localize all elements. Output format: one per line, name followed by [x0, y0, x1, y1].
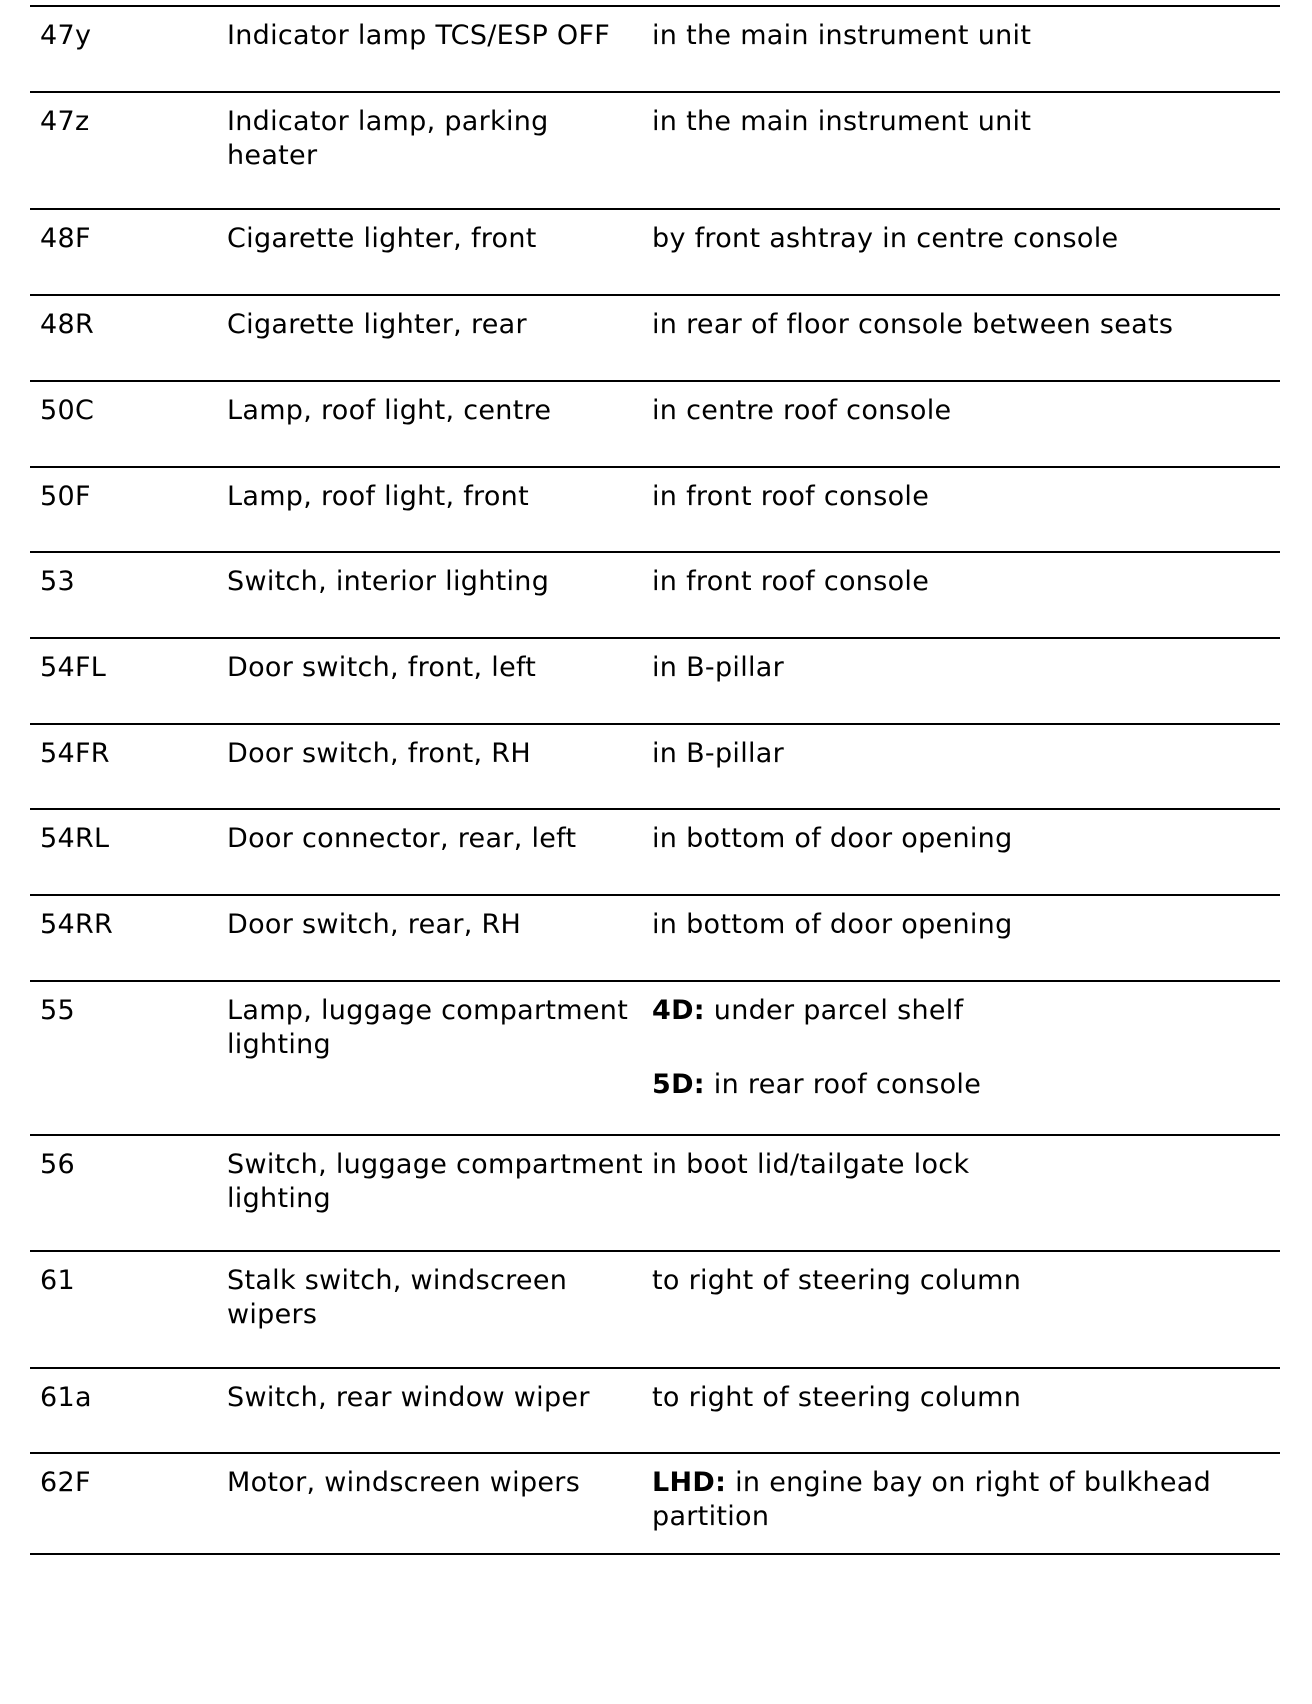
location-text: in the main instrument unit [652, 106, 1032, 137]
location-text: in rear of floor console between seats [652, 309, 1174, 340]
component-location [652, 105, 1272, 139]
component-location [652, 480, 1272, 514]
component-code: 48F [40, 223, 91, 254]
component-name: Cigarette lighter, rear [227, 309, 527, 340]
component-code: 56 [40, 1149, 75, 1180]
component-code: 54FL [40, 652, 107, 683]
table-row [30, 810, 1280, 896]
table-row [30, 725, 1280, 810]
component-name: Door switch, front, left [227, 652, 537, 683]
location-text: in front roof console [652, 566, 930, 597]
component-location [652, 908, 1272, 942]
component-name: Indicator lamp TCS/ESP OFF [227, 20, 611, 51]
location-prefix: 5D: [652, 1069, 705, 1100]
component-code: 47z [40, 106, 90, 137]
component-name: Door switch, rear, RH [227, 909, 522, 940]
component-code: 47y [40, 20, 92, 51]
location-text: in B-pillar [652, 738, 785, 769]
table-row [30, 296, 1280, 382]
component-location [652, 737, 1272, 771]
table-row [30, 93, 1280, 210]
table-row [30, 982, 1280, 1136]
table-row [30, 1252, 1280, 1369]
location-text: in front roof console [652, 481, 930, 512]
location-text: to right of steering column [652, 1265, 1022, 1296]
location-prefix: LHD: [652, 1467, 727, 1498]
component-code: 62F [40, 1467, 91, 1498]
component-location [652, 1381, 1272, 1415]
component-location [652, 1466, 1272, 1534]
component-code: 54RR [40, 909, 114, 940]
location-text: LHD: in engine bay on right of bulkhead partition [652, 1467, 1212, 1532]
location-text: in the main instrument unit [652, 20, 1032, 51]
location-text: to right of steering column [652, 1382, 1022, 1413]
location-text: 5D: in rear roof console [652, 1069, 982, 1100]
component-name: Indicator lamp, parking heater [227, 106, 549, 171]
table-row [30, 896, 1280, 982]
location-text: in bottom of door opening [652, 909, 1013, 940]
component-name: Lamp, luggage compartment lighting [227, 995, 629, 1060]
table-row [30, 1454, 1280, 1555]
component-code: 61a [40, 1382, 92, 1413]
location-prefix: 4D: [652, 995, 705, 1026]
component-name: Switch, rear window wiper [227, 1382, 590, 1413]
location-text: in bottom of door opening [652, 823, 1013, 854]
table-row [30, 1369, 1280, 1454]
component-name: Cigarette lighter, front [227, 223, 537, 254]
component-code: 48R [40, 309, 95, 340]
table-row [30, 468, 1280, 553]
component-name: Switch, luggage compartment lighting [227, 1149, 643, 1214]
table-row [30, 382, 1280, 468]
component-code: 50C [40, 395, 95, 426]
component-code: 50F [40, 481, 91, 512]
component-location-table [30, 5, 1280, 1555]
component-code: 53 [40, 566, 75, 597]
table-row [30, 7, 1280, 93]
component-code: 61 [40, 1265, 75, 1296]
location-text: in B-pillar [652, 652, 785, 683]
component-location [652, 308, 1272, 342]
component-name: Motor, windscreen wipers [227, 1467, 581, 1498]
component-code: 55 [40, 995, 75, 1026]
component-location [652, 822, 1272, 856]
component-name: Switch, interior lighting [227, 566, 550, 597]
component-location [652, 394, 1272, 428]
location-text: by front ashtray in centre console [652, 223, 1119, 254]
component-name: Lamp, roof light, centre [227, 395, 552, 426]
component-location [652, 222, 1272, 256]
table-row [30, 639, 1280, 725]
component-code: 54FR [40, 738, 110, 769]
component-location [652, 1264, 1272, 1298]
component-location [652, 651, 1272, 685]
location-text: 4D: under parcel shelf [652, 995, 964, 1026]
component-name: Door switch, front, RH [227, 738, 531, 769]
component-location [652, 565, 1272, 599]
component-name: Stalk switch, windscreen wipers [227, 1265, 568, 1330]
table-row [30, 1136, 1280, 1252]
component-name: Lamp, roof light, front [227, 481, 529, 512]
component-location [652, 19, 1272, 53]
location-text: in boot lid/tailgate lock [652, 1149, 970, 1180]
component-code: 54RL [40, 823, 110, 854]
table-row [30, 210, 1280, 296]
component-location [652, 1148, 1272, 1182]
component-name: Door connector, rear, left [227, 823, 577, 854]
component-location [652, 994, 1272, 1102]
table-row [30, 553, 1280, 639]
location-text: in centre roof console [652, 395, 952, 426]
